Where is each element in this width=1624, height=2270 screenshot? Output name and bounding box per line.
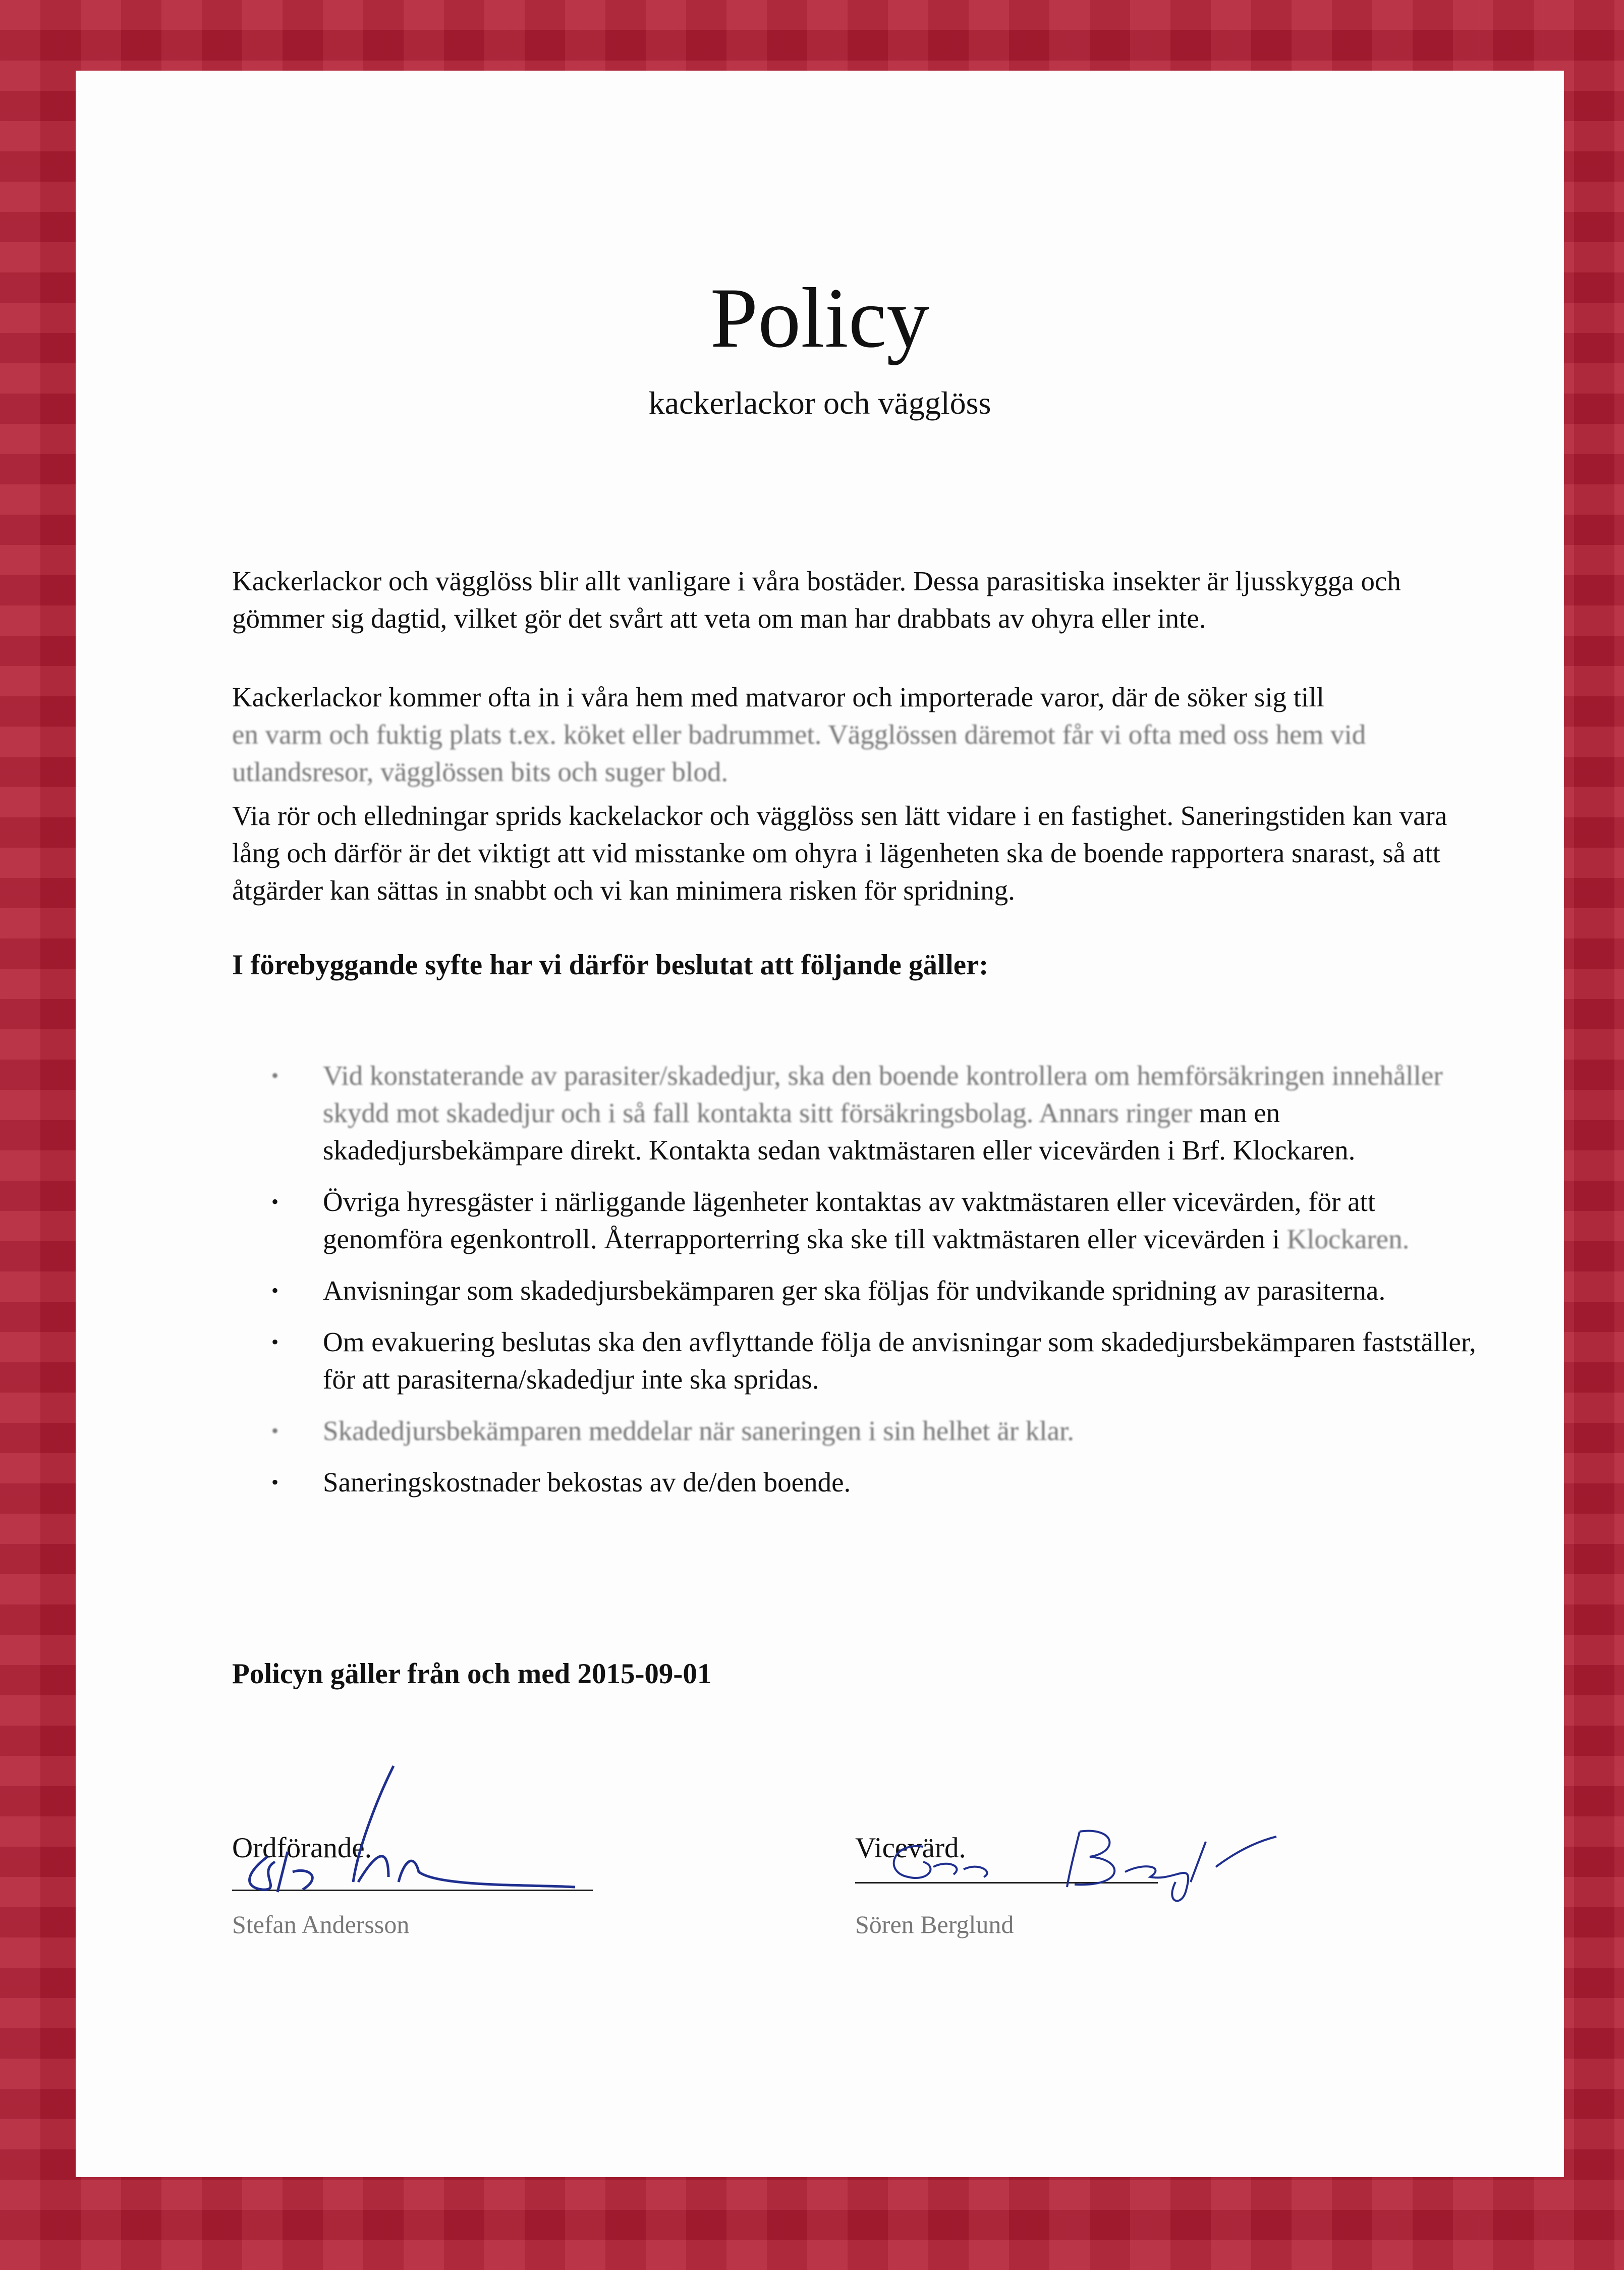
list-item-faded-text: Skadedjursbekämparen meddelar när saneringen i sin helhet är klar. xyxy=(323,1415,1075,1446)
list-item-text: Om evakuering beslutas ska den avflyttande följa de anvisningar som skadedjursbekämparen fastställer, för att parasiterna/skadedjur inte ska spridas. xyxy=(323,1326,1476,1395)
chairman-signature xyxy=(227,1746,600,1907)
list-item xyxy=(232,1464,1493,1501)
bullet-marker: • xyxy=(271,1331,279,1353)
intro-paragraph: Kackerlackor och vägglöss blir allt vanligare i våra bostäder. Dessa parasitiska insekter är ljusskygga och gömmer sig dagtid, vilket gör det svårt att veta om man har drabbats av ohyra eller inte. xyxy=(232,566,1401,634)
list-item-faded-text: Klockaren. xyxy=(1286,1224,1410,1254)
bullet-marker: • xyxy=(271,1190,279,1213)
manager-name: Sören Berglund xyxy=(855,1910,1014,1939)
manager-label: Vicevärd. xyxy=(855,1832,966,1864)
list-item-text: Saneringskostnader bekostas av de/den boende. xyxy=(323,1467,851,1498)
bullet-marker: • xyxy=(271,1419,279,1442)
page-title: Policy xyxy=(710,270,930,365)
bullet-marker: • xyxy=(271,1064,279,1087)
rules-list xyxy=(232,1057,1493,1515)
document-page xyxy=(76,71,1564,2177)
rules-heading: I förebyggande syfte har vi därför beslutat att följande gäller: xyxy=(232,949,989,981)
valid-from-date: Policyn gäller från och med 2015-09-01 xyxy=(232,1658,712,1690)
chairman-label: Ordförande. xyxy=(232,1832,372,1864)
import-paragraph: Kackerlackor kommer ofta in i våra hem med matvaror och importerade varor, där de söker sig till xyxy=(232,682,1324,712)
manager-signature xyxy=(863,1811,1307,1912)
list-item xyxy=(232,1272,1493,1309)
list-item xyxy=(232,1057,1493,1169)
bullet-marker: • xyxy=(271,1471,279,1493)
list-item-text: Övriga hyresgäster i närliggande lägenheter kontaktas av vaktmästaren eller vicevärden, för att genomföra egenkontroll. Återrapporterring ska ske till vaktmästaren eller vicevärden i xyxy=(323,1186,1376,1254)
list-item-faded-text: Vid konstaterande av parasiter/skadedjur, ska den boende kontrollera om hemförsäkringen innehåller skydd mot skadedjur och i så fall kontakta sitt försäkringsbolag. Annars ringer xyxy=(323,1060,1443,1128)
list-item-text: Anvisningar som skadedjursbekämparen ger ska följas för undvikande spridning av parasiterna. xyxy=(323,1275,1386,1306)
chairman-name: Stefan Andersson xyxy=(232,1910,410,1939)
spread-paragraph: Via rör och elledningar sprids kackelackor och vägglöss sen lätt vidare i en fastighet. Saneringstiden kan vara lång och därför är det viktigt att vid misstanke om ohyra i lägenheten ska de boende rapportera snarast, så att åtgärder kan sättas in snabbt och vi kan minimera risken för spridning. xyxy=(232,800,1447,906)
list-item-text: man en skadedjursbekämpare direkt. Kontakta sedan vaktmästaren eller vicevärden i Brf. Klockaren. xyxy=(323,1097,1356,1166)
list-item xyxy=(232,1323,1493,1398)
page-subtitle: kackerlackor och vägglöss xyxy=(648,385,991,421)
list-item xyxy=(232,1412,1493,1450)
list-item xyxy=(232,1183,1493,1258)
bullet-marker: • xyxy=(271,1279,279,1302)
import-paragraph-faded: en varm och fuktig plats t.ex. köket eller badrummet. Vägglössen däremot får vi ofta med oss hem vid utlandsresor, vägglössen bits och suger blod. xyxy=(232,719,1366,787)
